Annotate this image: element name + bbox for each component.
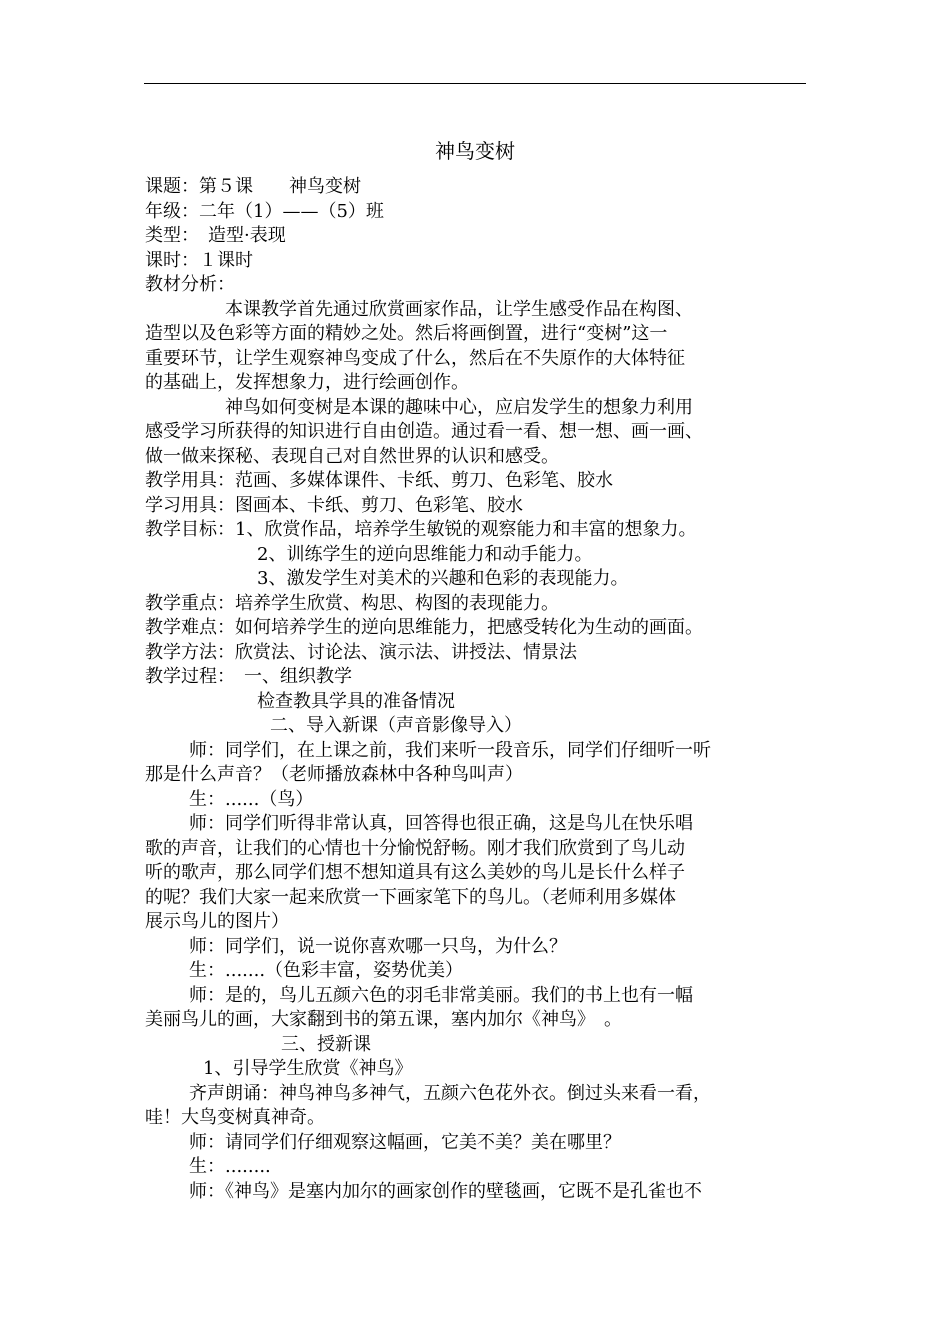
dialogue-line: 那是什么声音？（老师播放森林中各种鸟叫声） [145, 764, 523, 785]
line-type: 类型： 造型·表现 [145, 225, 286, 246]
section-heading: 二、导入新课（声音影像导入） [270, 715, 522, 736]
dialogue-line: 美丽鸟儿的画，大家翻到书的第五课，塞内加尔《神鸟》 。 [145, 1009, 622, 1030]
dialogue-line: 师：是的，鸟儿五颜六色的羽毛非常美丽。我们的书上也有一幅 [189, 984, 693, 1006]
paragraph-line: 的基础上，发挥想象力，进行绘画创作。 [145, 372, 469, 393]
dialogue-line: 听的歌声，那么同学们想不想知道具有这么美妙的鸟儿是长什么样子 [145, 862, 685, 883]
line-teaching-tools: 教学用具：范画、多媒体课件、卡纸、剪刀、色彩笔、胶水 [145, 470, 613, 491]
line-check-tools: 检查教具学具的准备情况 [257, 690, 455, 712]
dialogue-line: 师：同学们，在上课之前，我们来听一段音乐，同学们仔细听一听 [189, 739, 711, 761]
document-body [145, 175, 815, 1204]
line-difficulty: 教学难点：如何培养学生的逆向思维能力，把感受转化为生动的画面。 [145, 617, 703, 638]
line-objective-1: 教学目标：1、欣赏作品，培养学生敏锐的观察能力和丰富的想象力。 [145, 519, 697, 540]
paragraph-line: 做一做来探秘、表现自己对自然世界的认识和感受。 [145, 445, 559, 467]
dialogue-line: 师：同学们听得非常认真，回答得也很正确，这是鸟儿在快乐唱 [189, 813, 693, 834]
dialogue-line: 师：请同学们仔细观察这幅画，它美不美？美在哪里？ [189, 1131, 621, 1153]
line-learning-tools: 学习用具：图画本、卡纸、剪刀、色彩笔、胶水 [145, 494, 523, 516]
line-analysis-heading: 教材分析： [145, 274, 235, 295]
line-grade: 年级：二年（1）——（5）班 [145, 200, 384, 222]
header-rule [144, 83, 806, 84]
dialogue-line: 展示鸟儿的图片） [145, 911, 289, 932]
line-key-point: 教学重点：培养学生欣赏、构思、构图的表现能力。 [145, 592, 559, 614]
dialogue-line: 师：《神鸟》是塞内加尔的画家创作的壁毯画，它既不是孔雀也不 [189, 1180, 702, 1202]
line-topic: 课题：第５课 神鸟变树 [145, 176, 361, 197]
dialogue-line: 生：........ [189, 1156, 271, 1177]
dialogue-line: 生：......（鸟） [189, 788, 314, 810]
paragraph-line: 本课教学首先通过欣赏画家作品，让学生感受作品在构图、 [225, 298, 693, 320]
line-objective-3: 3、激发学生对美术的兴趣和色彩的表现能力。 [257, 568, 629, 589]
dialogue-line: 生：.......（色彩丰富，姿势优美） [189, 960, 464, 981]
dialogue-line: 齐声朗诵：神鸟神鸟多神气，五颜六色花外衣。倒过头来看一看， [189, 1082, 711, 1104]
line-objective-2: 2、训练学生的逆向思维能力和动手能力。 [257, 543, 593, 565]
paragraph-line: 造型以及色彩等方面的精妙之处。然后将画倒置，进行“变树”这一 [145, 323, 668, 344]
dialogue-line: 师：同学们，说一说你喜欢哪一只鸟，为什么？ [189, 935, 567, 957]
paragraph-line: 感受学习所获得的知识进行自由创造。通过看一看、想一想、画一画、 [145, 421, 703, 442]
dialogue-line: 的呢？我们大家一起来欣赏一下画家笔下的鸟儿。（老师利用多媒体 [145, 886, 676, 908]
paragraph-line: 重要环节，让学生观察神鸟变成了什么，然后在不失原作的大体特征 [145, 347, 685, 369]
dialogue-line: 歌的声音，让我们的心情也十分愉悦舒畅。刚才我们欣赏到了鸟儿动 [145, 837, 685, 859]
section-heading: 三、授新课 [281, 1033, 371, 1055]
line-process: 教学过程： 一、组织教学 [145, 666, 352, 687]
line-methods: 教学方法：欣赏法、讨论法、演示法、讲授法、情景法 [145, 641, 577, 663]
line-hours: 课时：１课时 [145, 249, 253, 271]
document-title: 神鸟变树 [435, 139, 515, 163]
subsection-heading: 1、引导学生欣赏《神鸟》 [203, 1058, 413, 1079]
paragraph-line: 神鸟如何变树是本课的趣味中心，应启发学生的想象力利用 [225, 396, 693, 418]
dialogue-line: 哇！大鸟变树真神奇。 [145, 1107, 325, 1128]
